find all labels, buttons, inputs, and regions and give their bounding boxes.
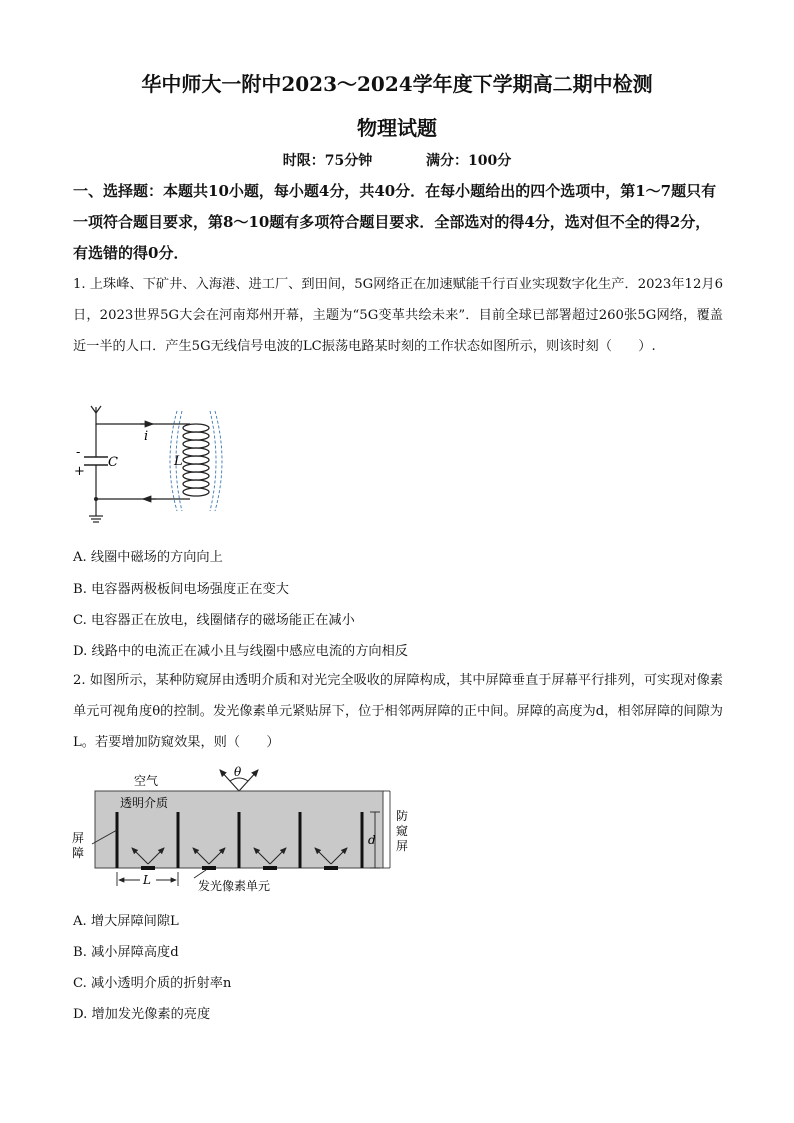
lc-circuit-figure [70,403,230,528]
label-medium: 透明介质 [120,796,169,810]
label-d: d [368,833,376,847]
q2-option-b: B. 减小屏障高度d [73,945,179,960]
label-C: C [108,455,118,470]
label-i: i [144,429,149,444]
q2-option-a: A. 增大屏障间隙L [73,914,179,929]
plus-sign: + [74,464,85,479]
label-barrier-2: 障 [72,846,85,860]
label-L-gap: L [143,873,151,887]
capacitor-icon [84,457,108,465]
label-screen-2: 窥 [396,824,409,838]
minus-sign: - [76,445,81,460]
label-theta: θ [234,765,242,779]
q1-option-c: C. 电容器正在放电，线圈储存的磁场能正在减小 [73,613,355,628]
inductor-coil-icon [183,424,209,496]
q2-option-d: D. 增加发光像素的亮度 [73,1007,211,1022]
label-pixel: 发光像素单元 [198,879,271,893]
label-air: 空气 [134,774,159,788]
label-screen-1: 防 [396,809,409,823]
label-L: L [174,454,183,469]
q1-stem: 1. 上珠峰、下矿井、入海港、进工厂、到田间，5G网络正在加速赋能千行百业实现数字化生产．2023年12月6日，2023世界5G大会在河南郑州开幕，主题为“5G变革共绘未来”．目前全球已部署超过260张5G网络，覆盖近一半的人口．产生5G无线信号电波的LC振荡电路某时刻的工作状态如图所示，则该时刻（ ）. [73,277,723,354]
q1-option-d: D. 线路中的电流正在减小且与线圈中感应电流的方向相反 [73,644,408,659]
privacy-screen-figure [70,760,420,900]
page-subtitle: 物理试题 [357,116,437,140]
section-heading: 一、选择题：本题共10小题，每小题4分，共40分．在每小题给出的四个选项中，第1～7题只有一项符合题目要求，第8～10题有多项符合题目要求．全部选对的得4分，选对但不全的得2分，有选错的得0分． [73,182,717,262]
q2-option-c: C. 减小透明介质的折射率n [73,976,232,991]
antenna-icon [91,406,101,417]
pixel-pointer [194,870,206,878]
q2-stem: 2. 如图所示，某种防窥屏由透明介质和对光完全吸收的屏障构成，其中屏障垂直于屏幕平行排列，可实现对像素单元可视角度θ的控制。发光像素单元紧贴屏下，位于相邻两屏障的正中间。屏障的高度为d，相邻屏障的间隙为L。若要增加防窥效果，则（ ） [73,673,723,750]
top-wire [96,417,190,424]
page-title: 华中师大一附中2023～2024学年度下学期高二期中检测 [141,72,653,96]
label-screen-3: 屏 [396,839,409,853]
q1-option-b: B. 电容器两极板间电场强度正在变大 [73,582,289,597]
full-score: 满分：100分 [426,153,512,169]
exam-info [0,150,794,170]
ground-icon [89,516,103,522]
time-limit: 时限：75分钟 [282,153,373,169]
label-barrier-1: 屏 [72,831,85,845]
q1-option-a: A. 线圈中磁场的方向向上 [73,550,223,565]
